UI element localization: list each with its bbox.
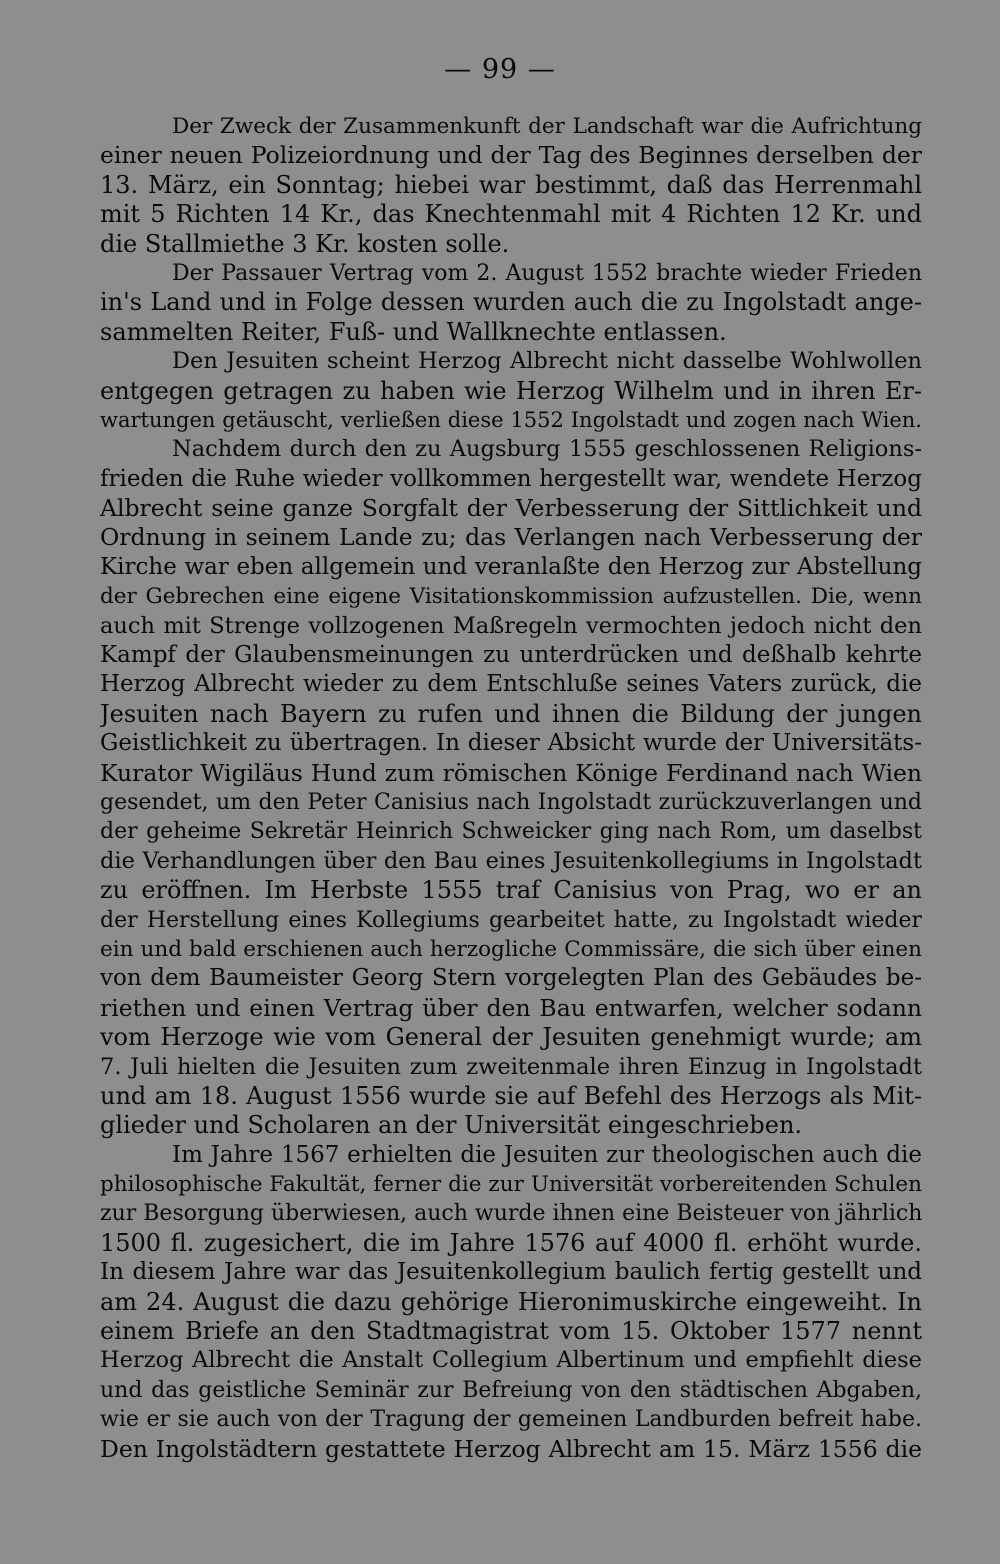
text-line: Im Jahre 1567 erhielten die Jesuiten zur theologischen auch die: [172, 1141, 922, 1168]
text-line: einem Briefe an den Stadtmagistrat vom 15. Oktober 1577 nennt: [100, 1317, 922, 1346]
text-line: Kurator Wigiläus Hund zum römischen Könige Ferdinand nach Wien: [100, 758, 922, 787]
text-line: der geheime Sekretär Heinrich Schweicker ging nach Rom, um daselbst: [100, 819, 922, 845]
text-line: vom Herzoge wie vom General der Jesuiten genehmigt wurde; am: [100, 1023, 922, 1052]
text-line: 1500 fl. zugesichert, die im Jahre 1576 auf 4000 fl. erhöht wurde.: [100, 1228, 922, 1257]
text-line: riethen und einen Vertrag über den Bau entwarfen, welcher sodann: [100, 993, 922, 1022]
text-line: Den Jesuiten scheint Herzog Albrecht nicht dasselbe Wohlwollen: [172, 348, 922, 375]
text-line: Den Ingolstädtern gestattete Herzog Albrecht am 15. März 1556 die: [100, 1434, 922, 1463]
text-line: von dem Baumeister Georg Stern vorgelegten Plan des Gebäudes be-: [100, 965, 922, 992]
text-line: sammelten Reiter, Fuß- und Wallknechte entlassen.: [100, 317, 727, 346]
text-line: und das geistliche Seminär zur Befreiung von den städtischen Abgaben,: [100, 1377, 922, 1403]
text-line: wie er sie auch von der Tragung der gemeinen Landburden befreit habe.: [100, 1407, 922, 1433]
text-line: und am 18. August 1556 wurde sie auf Befehl des Herzogs als Mit-: [100, 1081, 922, 1110]
page-number: — 99 —: [444, 54, 556, 85]
text-line: Herzog Albrecht die Anstalt Collegium Albertinum und empfiehlt diese: [100, 1347, 922, 1374]
text-line: am 24. August die dazu gehörige Hieronimuskirche eingeweiht. In: [100, 1287, 922, 1316]
text-line: glieder und Scholaren an der Universität eingeschrieben.: [100, 1111, 803, 1140]
text-line: einer neuen Polizeiordnung und der Tag des Beginnes derselben der: [100, 141, 922, 170]
text-line: Ordnung in seinem Lande zu; das Verlangen nach Verbesserung der: [100, 523, 922, 552]
text-line: Nachdem durch den zu Augsburg 1555 geschlossenen Religions-: [172, 436, 922, 463]
body-text: [100, 112, 922, 1464]
text-line: zu eröffnen. Im Herbste 1555 traf Canisius von Prag, wo er an: [100, 876, 922, 905]
text-line: auch mit Strenge vollzogenen Maßregeln vermochten jedoch nicht den: [100, 612, 922, 639]
text-line: ein und bald erschienen auch herzogliche Commissäre, die sich über einen: [100, 936, 922, 962]
text-line: Kampf der Glaubensmeinungen zu unterdrücken und deßhalb kehrte: [100, 642, 922, 669]
text-line: Jesuiten nach Bayern zu rufen und ihnen die Bildung der jungen: [100, 699, 922, 728]
text-line: entgegen getragen zu haben wie Herzog Wilhelm und in ihren Er-: [100, 376, 922, 405]
text-line: wartungen getäuscht, verließen diese 1552 Ingolstadt und zogen nach Wien.: [100, 407, 922, 432]
text-line: Der Passauer Vertrag vom 2. August 1552 brachte wieder Frieden: [172, 260, 922, 286]
text-line: 7. Juli hielten die Jesuiten zum zweitenmale ihren Einzug in Ingolstadt: [100, 1053, 922, 1080]
text-line: 13. März, ein Sonntag; hiebei war bestimmt, daß das Herrenmahl: [100, 170, 922, 199]
text-line: In diesem Jahre war das Jesuitenkollegium baulich fertig gestellt und: [100, 1259, 922, 1286]
text-line: gesendet, um den Peter Canisius nach Ingolstadt zurückzuverlangen und: [100, 789, 922, 815]
text-line: in's Land und in Folge dessen wurden auch die zu Ingolstadt ange-: [100, 288, 922, 317]
text-line: die Stallmiethe 3 Kr. kosten solle.: [100, 229, 510, 258]
text-line: mit 5 Richten 14 Kr., das Knechtenmahl mit 4 Richten 12 Kr. und: [100, 200, 922, 229]
text-line: philosophische Fakultät, ferner die zur Universität vorbereitenden Schulen: [100, 1172, 922, 1198]
text-line: frieden die Ruhe wieder vollkommen hergestellt war, wendete Herzog: [100, 465, 922, 492]
text-line: Kirche war eben allgemein und veranlaßte den Herzog zur Abstellung: [100, 553, 922, 580]
text-line: der Gebrechen eine eigene Visitationskommission aufzustellen. Die, wenn: [100, 584, 922, 610]
text-line: Der Zweck der Zusammenkunft der Landschaft war die Aufrichtung: [172, 114, 922, 139]
text-line: Herzog Albrecht wieder zu dem Entschluße seines Vaters zurück, die: [100, 671, 922, 698]
text-line: die Verhandlungen über den Bau eines Jesuitenkollegiums in Ingolstadt: [100, 847, 922, 874]
text-line: Geistlichkeit zu übertragen. In dieser Absicht wurde der Universitäts-: [100, 730, 922, 757]
text-line: Albrecht seine ganze Sorgfalt der Verbesserung der Sittlichkeit und: [100, 494, 922, 523]
text-line: der Herstellung eines Kollegiums gearbeitet hatte, zu Ingolstadt wieder: [100, 907, 922, 933]
text-line: zur Besorgung überwiesen, auch wurde ihnen eine Beisteuer von jährlich: [100, 1201, 922, 1227]
